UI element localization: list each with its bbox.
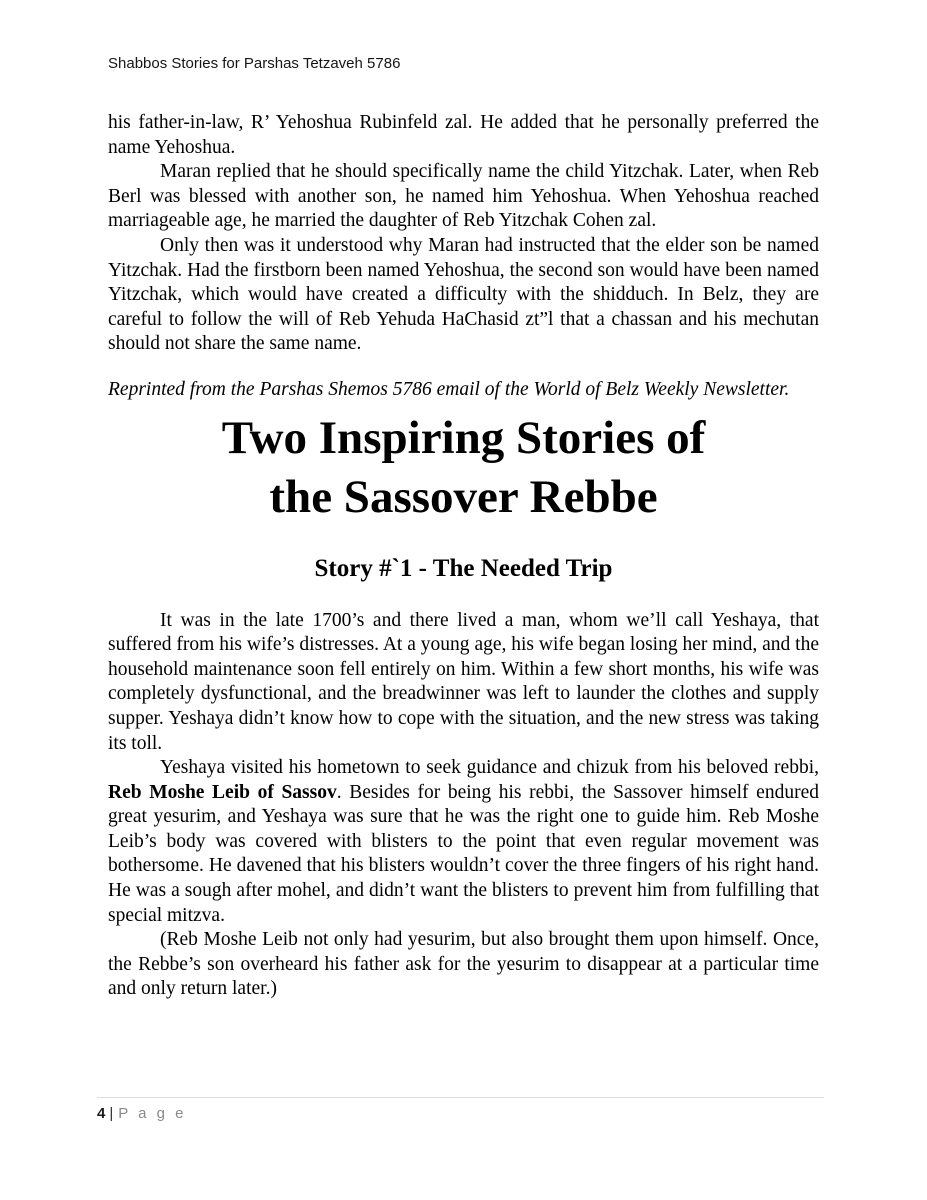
page-header-title: Shabbos Stories for Parshas Tetzaveh 5786 (108, 55, 401, 72)
paragraph-story-rebbi: Yeshaya visited his hometown to seek guidance and chizuk from his beloved rebbi, Reb Moshe Leib of Sassov. Besides for being his rebbi, the Sassover himself endured great yesurim, and Yeshaya was sure that he was the right one to guide him. Reb Moshe Leib’s body was covered with blisters to the point that even regular movement was bothersome. He davened that his blisters wouldn’t cover the three fingers of his right hand. He was a sough after mohel, and didn’t want the blisters to prevent him from fulfilling that special mitzva. (108, 757, 819, 926)
page-footer (97, 1097, 824, 1122)
main-title-line1: Two Inspiring Stories of (221, 411, 706, 464)
page-number: 4 (97, 1105, 106, 1122)
footer-separator: | (109, 1105, 114, 1122)
story-subtitle: Story #`1 - The Needed Trip (314, 554, 613, 582)
footer-page-label: P a g e (118, 1105, 187, 1122)
story-body (108, 609, 819, 1003)
paragraph-story-intro: It was in the late 1700’s and there lived a man, whom we’ll call Yeshaya, that suffered from his wife’s distresses. At a young age, his wife began losing her mind, and the household maintenance soon fell entirely on him. Within a few short months, his wife was completely dysfunctional, and the breadwinner was left to launder the clothes and supply supper. Yeshaya didn’t know how to cope with the situation, and the new stress was taking its toll. (108, 609, 819, 754)
paragraph-maran-reply: Maran replied that he should specifically name the child Yitzchak. Later, when Reb Berl was blessed with another son, he named him Yehoshua. When Yehoshua reached marriageable age, he married the daughter of Reb Yitzchak Cohen zal. (108, 161, 819, 232)
paragraph-continuation: his father-in-law, R’ Yehoshua Rubinfeld zal. He added that he personally preferred the name Yehoshua. (108, 112, 819, 158)
paragraph-reprint-credit: Reprinted from the Parshas Shemos 5786 email of the World of Belz Weekly Newsletter. (108, 378, 790, 400)
main-title (108, 409, 819, 527)
paragraph-story-parenthetical: (Reb Moshe Leib not only had yesurim, but also brought them upon himself. Once, the Rebbe’s son overheard his father ask for the yesurim to disappear at a particular time and only return later.) (108, 929, 819, 1000)
main-title-line2: the Sassover Rebbe (269, 470, 658, 523)
document-body (108, 111, 819, 1002)
paragraph-only-then: Only then was it understood why Maran had instructed that the elder son be named Yitzchak. Had the firstborn been named Yehoshua, the second son would have been named Yitzchak, which would have created a difficulty with the shidduch. In Belz, they are careful to follow the will of Reb Yehuda HaChasid zt”l that a chassan and his mechutan should not share the same name. (108, 234, 819, 355)
